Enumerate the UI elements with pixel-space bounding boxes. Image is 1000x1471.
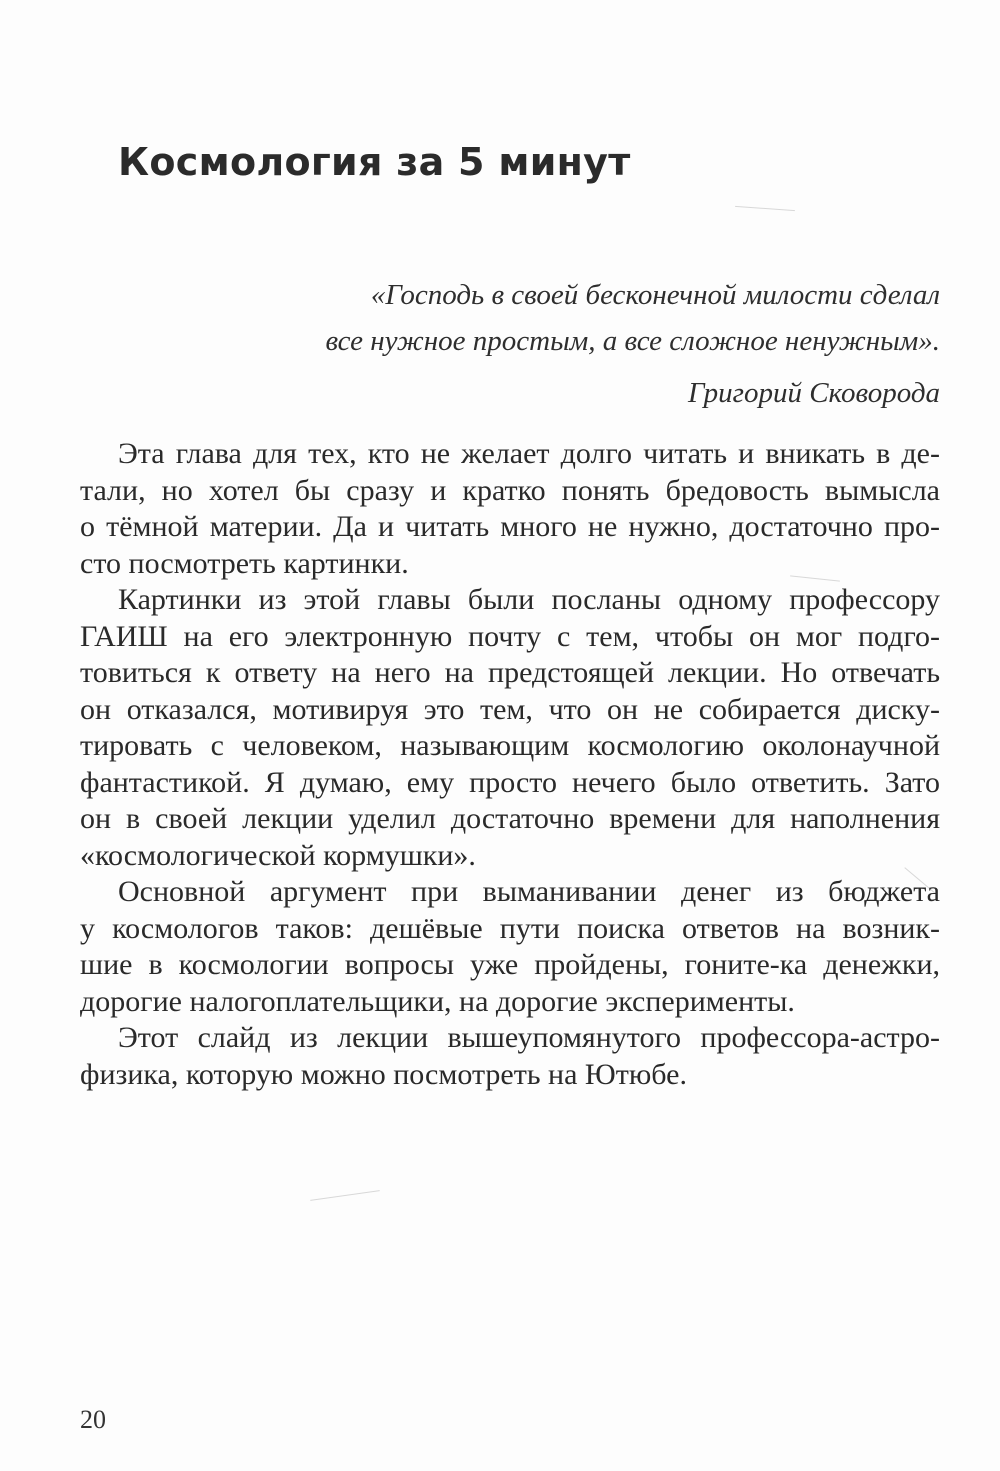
epigraph-line: все нужное простым, а все сложное ненужным». — [325, 325, 940, 357]
chapter-title: Космология за 5 минут — [118, 140, 631, 184]
text-line: у космологов таков: дешёвые пути поиска ответов на возник- — [80, 911, 940, 945]
scan-speck — [735, 206, 795, 211]
paragraph — [80, 582, 940, 874]
text-line: Основной аргумент при выманивании денег из бюджета — [118, 875, 940, 908]
text-line: тали, но хотел бы сразу и кратко понять бредовость вымысла — [80, 473, 940, 507]
text-line: тировать с человеком, называющим космологию околонаучной — [80, 729, 940, 762]
text-line: дорогие налогоплательщики, на дорогие эксперименты. — [80, 984, 795, 1018]
text-line: шие в космологии вопросы уже пройдены, гоните-ка денежки, — [80, 948, 940, 981]
scan-speck — [310, 1190, 379, 1201]
body-text — [80, 436, 940, 1093]
text-line: ГАИШ на его электронную почту с тем, чтобы он мог подго- — [80, 619, 940, 653]
paragraph — [80, 874, 940, 1020]
text-line: товиться к ответу на него на предстоящей лекции. Но отвечать — [80, 656, 940, 689]
text-line: он в своей лекции уделил достаточно времени для наполнения — [80, 802, 940, 835]
epigraph-line: «Господь в своей бесконечной милости сделал — [370, 279, 940, 311]
text-line: Эта глава для тех, кто не желает долго читать и вникать в де- — [118, 437, 940, 470]
text-line: он отказался, мотивируя это тем, что он не собирается диску- — [80, 692, 940, 726]
text-line: Картинки из этой главы были посланы одному профессору — [118, 583, 940, 616]
text-line: Этот слайд из лекции вышеупомянутого профессора-астро- — [118, 1021, 940, 1054]
paragraph — [80, 1020, 940, 1093]
text-line: о тёмной материи. Да и читать много не нужно, достаточно про- — [80, 510, 940, 543]
text-line: фантастикой. Я думаю, ему просто нечего было ответить. Зато — [80, 765, 940, 799]
epigraph-author: Григорий Сковорода — [687, 377, 940, 409]
paragraph — [80, 436, 940, 582]
page-number: 20 — [80, 1405, 106, 1434]
text-line: «космологической кормушки». — [80, 838, 476, 872]
epigraph — [325, 272, 940, 416]
text-line: сто посмотреть картинки. — [80, 546, 409, 580]
text-line: физика, которую можно посмотреть на Ютюбе. — [80, 1057, 687, 1091]
